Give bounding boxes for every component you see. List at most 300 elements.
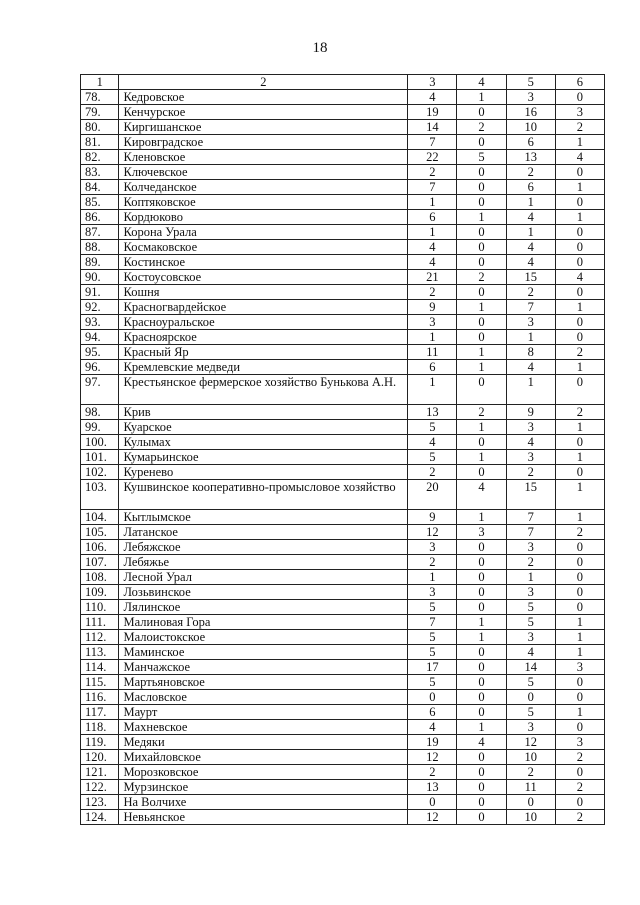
ground-name: Медяки (119, 735, 408, 750)
col-4-value: 0 (457, 240, 506, 255)
col-5-value: 14 (506, 660, 555, 675)
table-row (81, 765, 605, 780)
col-6-value: 3 (555, 105, 604, 120)
col-3-value: 0 (408, 795, 457, 810)
col-4-value: 0 (457, 315, 506, 330)
table-row (81, 555, 605, 570)
table-row (81, 195, 605, 210)
row-number: 119. (81, 735, 119, 750)
row-number: 104. (81, 510, 119, 525)
header-cell: 2 (119, 75, 408, 90)
table-row (81, 225, 605, 240)
row-number: 96. (81, 360, 119, 375)
col-3-value: 20 (408, 480, 457, 510)
header-cell: 5 (506, 75, 555, 90)
row-number: 95. (81, 345, 119, 360)
row-number: 108. (81, 570, 119, 585)
table-row (81, 165, 605, 180)
col-5-value: 3 (506, 630, 555, 645)
col-5-value: 6 (506, 135, 555, 150)
col-5-value: 1 (506, 330, 555, 345)
col-3-value: 4 (408, 720, 457, 735)
ground-name: Кремлевские медведи (119, 360, 408, 375)
ground-name: Костинское (119, 255, 408, 270)
col-3-value: 9 (408, 300, 457, 315)
col-5-value: 15 (506, 270, 555, 285)
col-5-value: 4 (506, 255, 555, 270)
col-3-value: 2 (408, 765, 457, 780)
col-6-value: 0 (555, 225, 604, 240)
col-4-value: 2 (457, 270, 506, 285)
ground-name: Крестьянское фермерское хозяйство Бунькова А.Н. (119, 375, 408, 405)
col-3-value: 12 (408, 525, 457, 540)
header-cell: 6 (555, 75, 604, 90)
col-6-value: 1 (555, 180, 604, 195)
col-3-value: 5 (408, 420, 457, 435)
table-row (81, 600, 605, 615)
row-number: 118. (81, 720, 119, 735)
row-number: 90. (81, 270, 119, 285)
ground-name: Куренево (119, 465, 408, 480)
row-number: 111. (81, 615, 119, 630)
row-number: 85. (81, 195, 119, 210)
col-6-value: 0 (555, 795, 604, 810)
table-row (81, 630, 605, 645)
row-number: 98. (81, 405, 119, 420)
col-3-value: 14 (408, 120, 457, 135)
col-5-value: 9 (506, 405, 555, 420)
col-6-value: 2 (555, 120, 604, 135)
col-4-value: 0 (457, 690, 506, 705)
col-6-value: 0 (555, 240, 604, 255)
col-4-value: 0 (457, 570, 506, 585)
col-5-value: 0 (506, 690, 555, 705)
col-4-value: 0 (457, 225, 506, 240)
table-row (81, 420, 605, 435)
col-4-value: 0 (457, 255, 506, 270)
col-6-value: 0 (555, 720, 604, 735)
table-row (81, 510, 605, 525)
col-6-value: 1 (555, 630, 604, 645)
row-number: 122. (81, 780, 119, 795)
ground-name: Махневское (119, 720, 408, 735)
col-6-value: 1 (555, 210, 604, 225)
col-3-value: 2 (408, 465, 457, 480)
col-6-value: 0 (555, 165, 604, 180)
col-6-value: 0 (555, 675, 604, 690)
col-5-value: 3 (506, 420, 555, 435)
table-row (81, 330, 605, 345)
col-4-value: 1 (457, 510, 506, 525)
table-row (81, 720, 605, 735)
table-row (81, 675, 605, 690)
col-5-value: 11 (506, 780, 555, 795)
row-number: 105. (81, 525, 119, 540)
table-row (81, 210, 605, 225)
col-5-value: 0 (506, 795, 555, 810)
col-3-value: 21 (408, 270, 457, 285)
col-3-value: 6 (408, 360, 457, 375)
table-row (81, 120, 605, 135)
col-3-value: 2 (408, 165, 457, 180)
col-3-value: 7 (408, 135, 457, 150)
table-row (81, 405, 605, 420)
col-3-value: 11 (408, 345, 457, 360)
col-5-value: 8 (506, 345, 555, 360)
table-row (81, 300, 605, 315)
table-row (81, 660, 605, 675)
row-number: 93. (81, 315, 119, 330)
row-number: 107. (81, 555, 119, 570)
col-6-value: 0 (555, 285, 604, 300)
col-3-value: 1 (408, 225, 457, 240)
col-5-value: 2 (506, 555, 555, 570)
col-4-value: 1 (457, 360, 506, 375)
ground-name: Ключевское (119, 165, 408, 180)
header-cell: 1 (81, 75, 119, 90)
ground-name: Маминское (119, 645, 408, 660)
col-4-value: 4 (457, 480, 506, 510)
col-6-value: 0 (555, 555, 604, 570)
col-6-value: 1 (555, 645, 604, 660)
ground-name: Кошня (119, 285, 408, 300)
col-4-value: 0 (457, 180, 506, 195)
ground-name: Кедровское (119, 90, 408, 105)
col-3-value: 5 (408, 630, 457, 645)
col-5-value: 12 (506, 735, 555, 750)
col-5-value: 3 (506, 585, 555, 600)
col-3-value: 1 (408, 375, 457, 405)
col-4-value: 1 (457, 720, 506, 735)
table-row (81, 435, 605, 450)
ground-name: Лялинское (119, 600, 408, 615)
col-6-value: 0 (555, 600, 604, 615)
col-3-value: 6 (408, 210, 457, 225)
col-4-value: 1 (457, 300, 506, 315)
col-5-value: 7 (506, 525, 555, 540)
col-4-value: 1 (457, 630, 506, 645)
col-4-value: 1 (457, 420, 506, 435)
col-3-value: 9 (408, 510, 457, 525)
ground-name: Киргишанское (119, 120, 408, 135)
row-number: 101. (81, 450, 119, 465)
row-number: 89. (81, 255, 119, 270)
ground-name: Михайловское (119, 750, 408, 765)
col-3-value: 1 (408, 195, 457, 210)
table-header-row (81, 75, 605, 90)
col-3-value: 5 (408, 645, 457, 660)
col-5-value: 1 (506, 195, 555, 210)
col-5-value: 3 (506, 540, 555, 555)
col-4-value: 0 (457, 705, 506, 720)
row-number: 99. (81, 420, 119, 435)
col-4-value: 0 (457, 765, 506, 780)
table-row (81, 270, 605, 285)
col-4-value: 4 (457, 735, 506, 750)
col-3-value: 1 (408, 330, 457, 345)
col-4-value: 0 (457, 555, 506, 570)
row-number: 94. (81, 330, 119, 345)
col-6-value: 1 (555, 615, 604, 630)
row-number: 82. (81, 150, 119, 165)
col-4-value: 1 (457, 615, 506, 630)
table-row (81, 780, 605, 795)
col-4-value: 1 (457, 345, 506, 360)
table-row (81, 240, 605, 255)
table-row (81, 540, 605, 555)
row-number: 79. (81, 105, 119, 120)
row-number: 81. (81, 135, 119, 150)
ground-name: Мурзинское (119, 780, 408, 795)
ground-name: Крив (119, 405, 408, 420)
col-4-value: 0 (457, 780, 506, 795)
row-number: 100. (81, 435, 119, 450)
table-row (81, 285, 605, 300)
table-row (81, 615, 605, 630)
ground-name: Куарское (119, 420, 408, 435)
col-3-value: 12 (408, 750, 457, 765)
row-number: 112. (81, 630, 119, 645)
col-4-value: 2 (457, 120, 506, 135)
ground-name: На Волчихе (119, 795, 408, 810)
col-3-value: 7 (408, 180, 457, 195)
col-4-value: 0 (457, 375, 506, 405)
row-number: 88. (81, 240, 119, 255)
col-4-value: 2 (457, 405, 506, 420)
col-3-value: 5 (408, 450, 457, 465)
col-4-value: 1 (457, 450, 506, 465)
col-6-value: 0 (555, 765, 604, 780)
ground-name: Латанское (119, 525, 408, 540)
table-row (81, 360, 605, 375)
col-3-value: 17 (408, 660, 457, 675)
col-5-value: 2 (506, 465, 555, 480)
row-number: 87. (81, 225, 119, 240)
row-number: 123. (81, 795, 119, 810)
ground-name: Малоистокское (119, 630, 408, 645)
ground-name: Костоусовское (119, 270, 408, 285)
col-4-value: 0 (457, 435, 506, 450)
col-6-value: 4 (555, 270, 604, 285)
row-number: 120. (81, 750, 119, 765)
col-6-value: 0 (555, 90, 604, 105)
header-cell: 4 (457, 75, 506, 90)
col-6-value: 0 (555, 540, 604, 555)
ground-name: Кулымах (119, 435, 408, 450)
row-number: 102. (81, 465, 119, 480)
col-4-value: 0 (457, 600, 506, 615)
col-3-value: 4 (408, 255, 457, 270)
col-6-value: 0 (555, 570, 604, 585)
table-row (81, 690, 605, 705)
col-6-value: 2 (555, 345, 604, 360)
col-4-value: 0 (457, 465, 506, 480)
row-number: 106. (81, 540, 119, 555)
col-5-value: 3 (506, 90, 555, 105)
ground-name: Кордюково (119, 210, 408, 225)
col-4-value: 1 (457, 90, 506, 105)
table-row (81, 585, 605, 600)
col-5-value: 13 (506, 150, 555, 165)
col-6-value: 0 (555, 195, 604, 210)
col-4-value: 0 (457, 165, 506, 180)
table-row (81, 375, 605, 405)
row-number: 97. (81, 375, 119, 405)
row-number: 80. (81, 120, 119, 135)
col-6-value: 0 (555, 585, 604, 600)
col-5-value: 7 (506, 510, 555, 525)
col-3-value: 3 (408, 585, 457, 600)
col-3-value: 22 (408, 150, 457, 165)
table-row (81, 345, 605, 360)
col-4-value: 0 (457, 645, 506, 660)
col-4-value: 0 (457, 540, 506, 555)
col-6-value: 1 (555, 300, 604, 315)
col-5-value: 5 (506, 615, 555, 630)
col-5-value: 16 (506, 105, 555, 120)
col-6-value: 4 (555, 150, 604, 165)
ground-name: Лозьвинское (119, 585, 408, 600)
col-6-value: 3 (555, 735, 604, 750)
table-row (81, 180, 605, 195)
col-3-value: 19 (408, 735, 457, 750)
ground-name: Малиновая Гора (119, 615, 408, 630)
col-6-value: 1 (555, 705, 604, 720)
col-6-value: 1 (555, 360, 604, 375)
col-3-value: 3 (408, 540, 457, 555)
col-3-value: 0 (408, 690, 457, 705)
ground-name: Красноярское (119, 330, 408, 345)
col-6-value: 1 (555, 480, 604, 510)
ground-name: Космаковское (119, 240, 408, 255)
row-number: 103. (81, 480, 119, 510)
table-row (81, 810, 605, 825)
col-6-value: 1 (555, 420, 604, 435)
page-number: 18 (312, 40, 328, 56)
row-number: 117. (81, 705, 119, 720)
ground-name: Кенчурское (119, 105, 408, 120)
ground-name: Красноуральское (119, 315, 408, 330)
table-row (81, 795, 605, 810)
table-row (81, 255, 605, 270)
col-6-value: 0 (555, 690, 604, 705)
table-row (81, 570, 605, 585)
col-5-value: 3 (506, 315, 555, 330)
col-4-value: 0 (457, 675, 506, 690)
row-number: 84. (81, 180, 119, 195)
col-5-value: 4 (506, 435, 555, 450)
ground-name: Мартьяновское (119, 675, 408, 690)
col-3-value: 13 (408, 780, 457, 795)
table-row (81, 465, 605, 480)
col-5-value: 1 (506, 570, 555, 585)
col-4-value: 0 (457, 585, 506, 600)
col-5-value: 3 (506, 450, 555, 465)
table-row (81, 450, 605, 465)
col-6-value: 2 (555, 405, 604, 420)
col-5-value: 4 (506, 645, 555, 660)
col-5-value: 5 (506, 705, 555, 720)
table-row (81, 105, 605, 120)
col-3-value: 12 (408, 810, 457, 825)
table-row (81, 135, 605, 150)
row-number: 115. (81, 675, 119, 690)
col-3-value: 2 (408, 555, 457, 570)
col-6-value: 0 (555, 465, 604, 480)
col-4-value: 0 (457, 330, 506, 345)
col-6-value: 0 (555, 255, 604, 270)
col-5-value: 1 (506, 225, 555, 240)
col-3-value: 5 (408, 600, 457, 615)
hunting-grounds-table (80, 74, 605, 825)
col-5-value: 4 (506, 210, 555, 225)
col-6-value: 0 (555, 315, 604, 330)
col-3-value: 13 (408, 405, 457, 420)
ground-name: Красногвардейское (119, 300, 408, 315)
header-cell: 3 (408, 75, 457, 90)
table-row (81, 735, 605, 750)
row-number: 91. (81, 285, 119, 300)
table-row (81, 750, 605, 765)
col-4-value: 0 (457, 285, 506, 300)
col-4-value: 1 (457, 210, 506, 225)
ground-name: Маурт (119, 705, 408, 720)
col-3-value: 1 (408, 570, 457, 585)
ground-name: Колчеданское (119, 180, 408, 195)
col-4-value: 0 (457, 810, 506, 825)
ground-name: Кытлымское (119, 510, 408, 525)
col-5-value: 4 (506, 240, 555, 255)
row-number: 78. (81, 90, 119, 105)
col-5-value: 1 (506, 375, 555, 405)
col-5-value: 10 (506, 120, 555, 135)
col-5-value: 2 (506, 765, 555, 780)
row-number: 113. (81, 645, 119, 660)
row-number: 86. (81, 210, 119, 225)
col-6-value: 0 (555, 435, 604, 450)
ground-name: Кировградское (119, 135, 408, 150)
col-3-value: 5 (408, 675, 457, 690)
row-number: 110. (81, 600, 119, 615)
col-4-value: 5 (457, 150, 506, 165)
col-6-value: 1 (555, 510, 604, 525)
col-3-value: 19 (408, 105, 457, 120)
ground-name: Морозковское (119, 765, 408, 780)
ground-name: Манчажское (119, 660, 408, 675)
col-4-value: 0 (457, 750, 506, 765)
col-5-value: 2 (506, 165, 555, 180)
ground-name: Корона Урала (119, 225, 408, 240)
col-4-value: 0 (457, 105, 506, 120)
col-5-value: 5 (506, 675, 555, 690)
table-row (81, 525, 605, 540)
ground-name: Кленовское (119, 150, 408, 165)
col-5-value: 2 (506, 285, 555, 300)
col-3-value: 6 (408, 705, 457, 720)
col-5-value: 10 (506, 810, 555, 825)
col-4-value: 0 (457, 135, 506, 150)
col-6-value: 2 (555, 810, 604, 825)
col-6-value: 0 (555, 375, 604, 405)
col-4-value: 3 (457, 525, 506, 540)
col-4-value: 0 (457, 195, 506, 210)
ground-name: Коптяковское (119, 195, 408, 210)
table-row (81, 480, 605, 510)
col-4-value: 0 (457, 660, 506, 675)
col-6-value: 1 (555, 450, 604, 465)
ground-name: Масловское (119, 690, 408, 705)
col-6-value: 1 (555, 135, 604, 150)
